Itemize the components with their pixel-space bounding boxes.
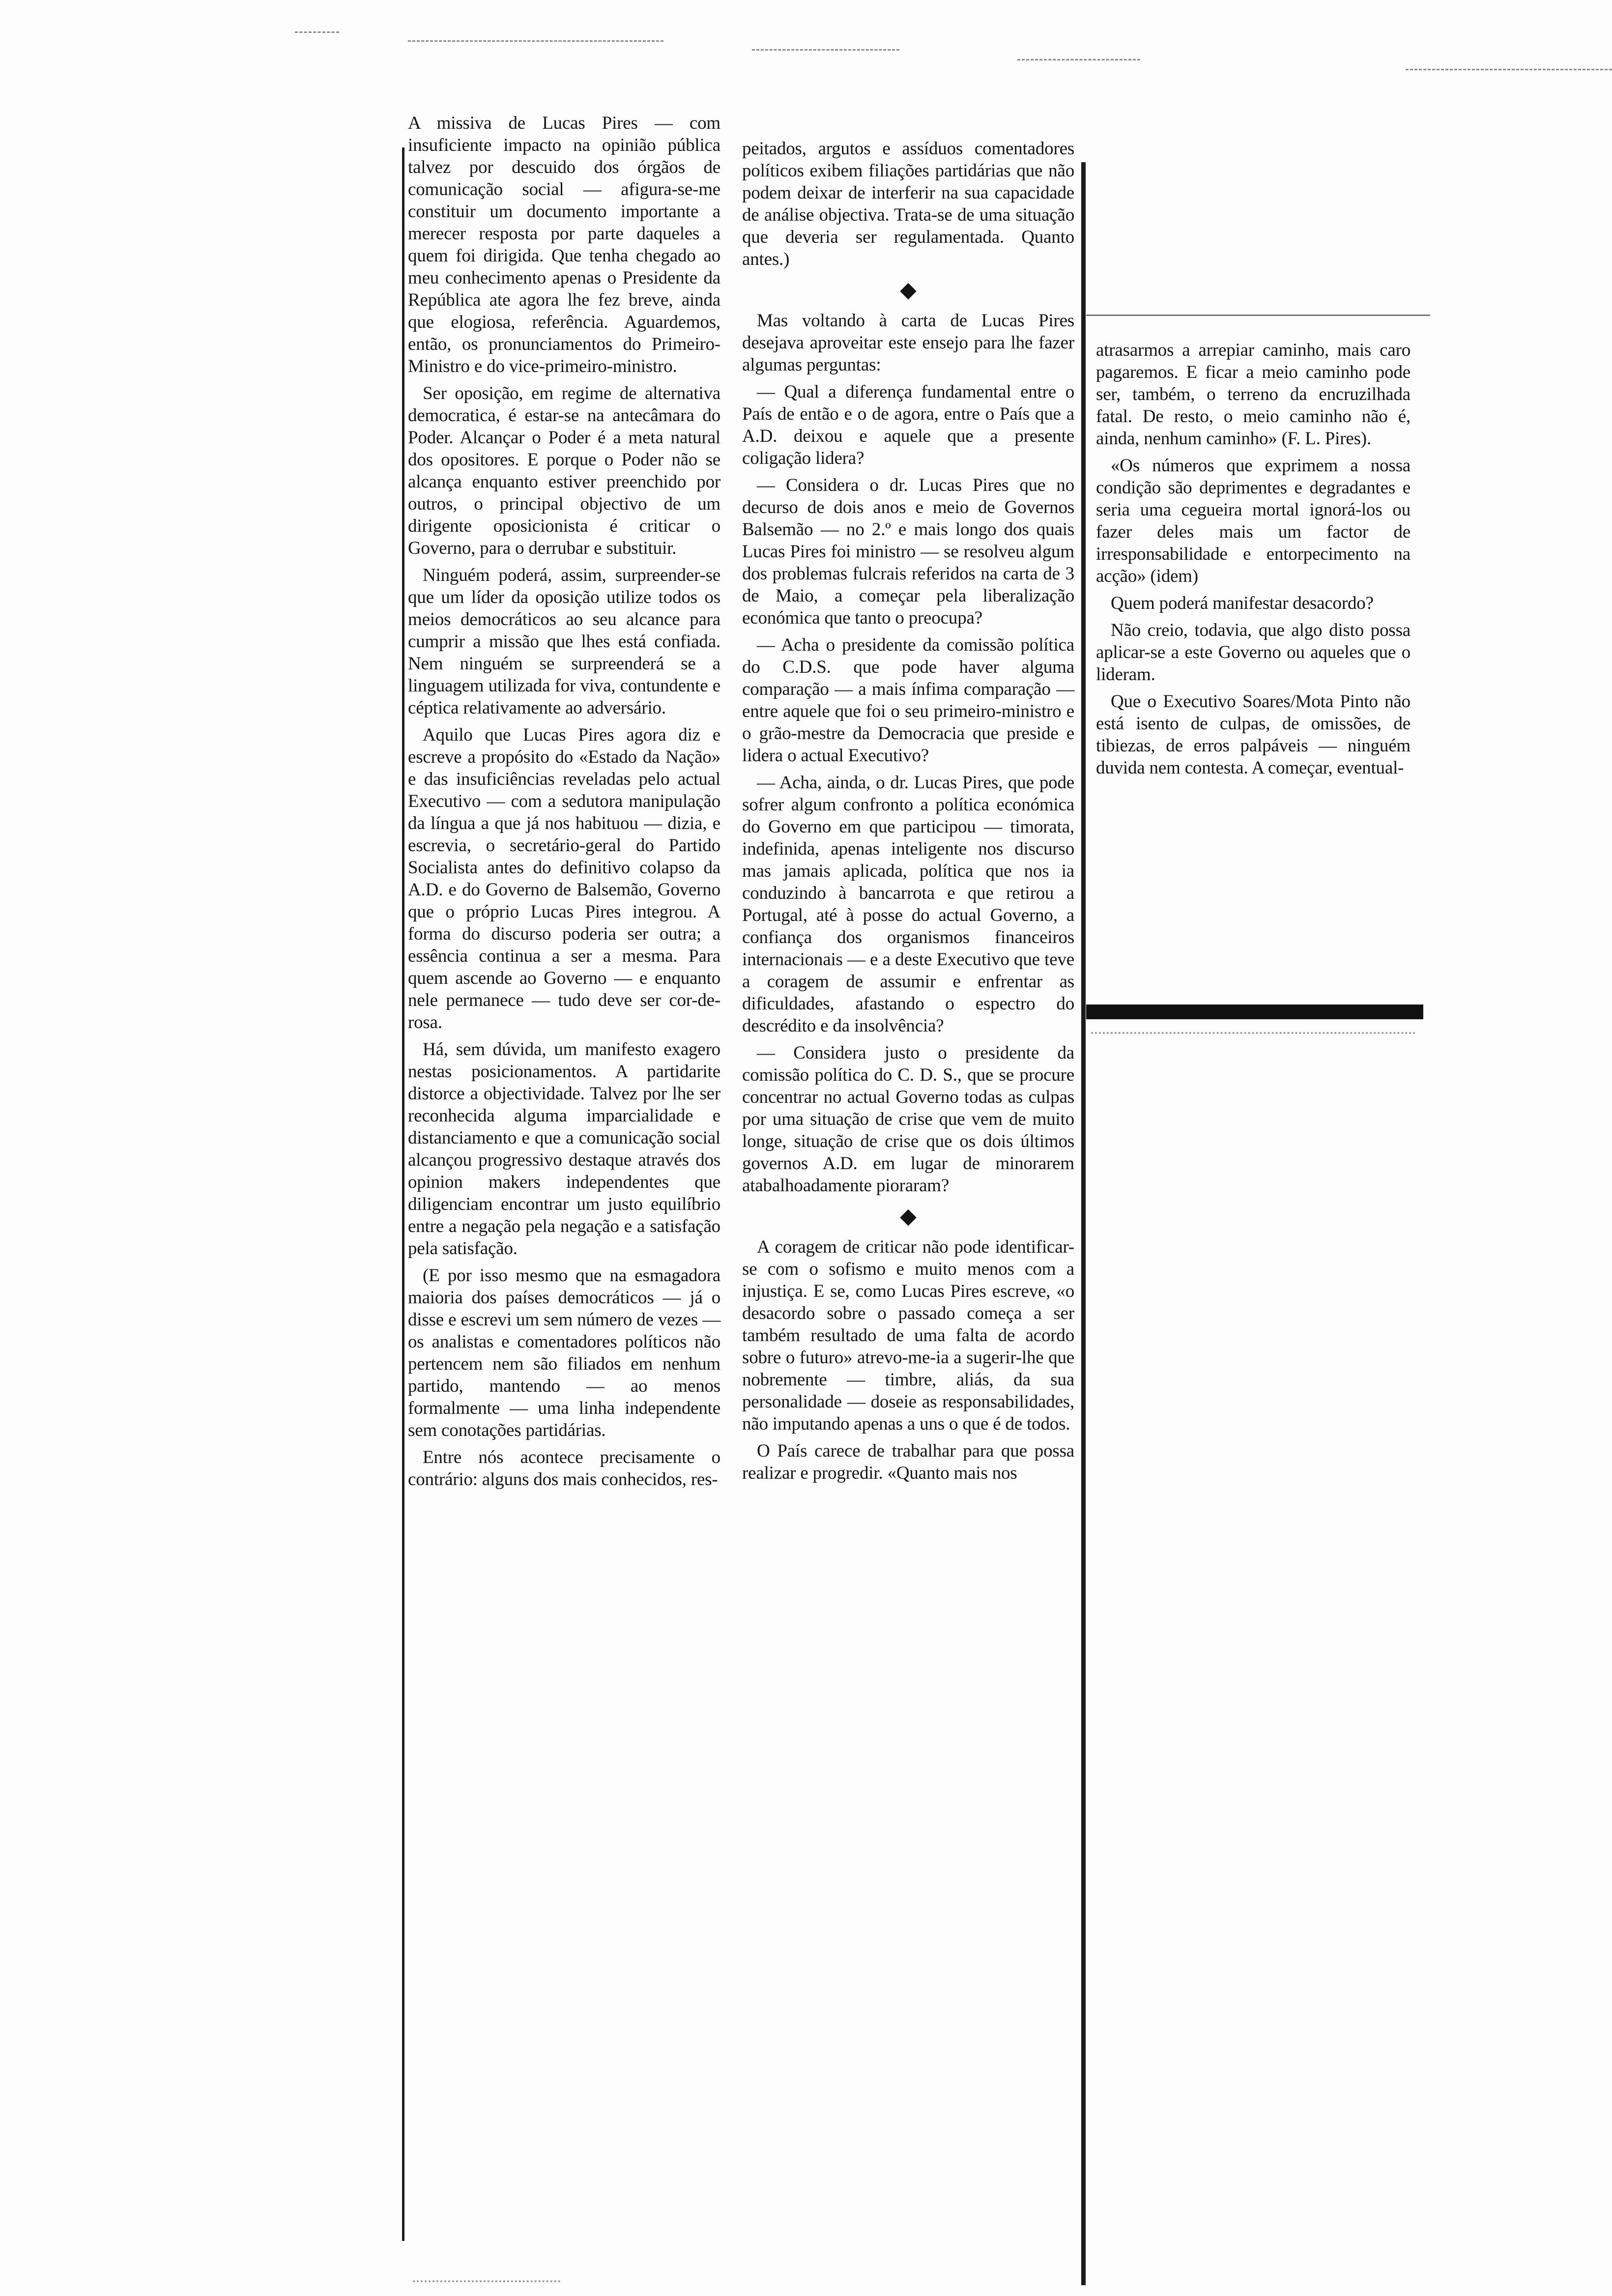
article-column-1 [408, 112, 720, 1495]
top-scan-rule [408, 40, 663, 42]
paragraph: atrasarmos a arrepiar caminho, mais caro pagaremos. E ficar a meio caminho pode ser, também, o terreno da encruzilhada fatal. De resto, o meio caminho não é, ainda, nenhum caminho» (F. L. Pires). [1096, 340, 1410, 449]
scan-noise [1091, 1032, 1415, 1034]
paragraph: Que o Executivo Soares/Mota Pinto não está isento de culpas, de omissões, de tibiezas, de erros palpáveis — ninguém duvida nem contesta. A começar, eventual- [1096, 691, 1410, 778]
top-scan-rule [1017, 59, 1140, 60]
article-column-2 [742, 138, 1074, 1489]
paragraph: O País carece de trabalhar para que possa realizar e progredir. «Quanto mais nos [742, 1441, 1074, 1483]
paragraph: A coragem de criticar não pode identificar-se com o sofismo e muito menos com a injustiça. E se, como Lucas Pires escreve, «o desacordo sobre o passado começa a ser também resultado de uma falta de acordo sobre o futuro» atrevo-me-ia a sugerir-lhe que nobremente — timbre, aliás, da sua personalidade — doseie as responsabilidades, não imputando apenas a uns o que é de todos. [742, 1237, 1074, 1434]
paragraph: — Considera justo o presidente da comissão política do C. D. S., que se procure concentrar no actual Governo todas as culpas por uma situação de crise que vem de muito longe, situação de crise que os dois últimos governos A.D. em lugar de minorarem atabalhoadamente pioraram? [742, 1043, 1074, 1196]
paragraph: — Qual a diferença fundamental entre o País de então e o de agora, entre o País que a A.D. deixou e aquele que a presente coligação lidera? [742, 382, 1074, 468]
diamond-separator: ◆ [900, 1204, 917, 1228]
paragraph: peitados, argutos e assíduos comentadores políticos exibem filiações partidárias que não podem deixar de interferir na sua capacidade de análise objectiva. Trata-se de uma situação que deveria ser regulamentada. Quanto antes.) [742, 139, 1074, 269]
paragraph: — Considera o dr. Lucas Pires que no decurso de dois anos e meio de Governos Balsemão — no 2.º e mais longo dos quais Lucas Pires foi ministro — se resolveu algum dos problemas fulcrais referidos na carta de 3 de Maio, a começar pela liberalização económica que tanto o preocupa? [742, 475, 1074, 628]
article-column-3 [1096, 339, 1410, 784]
diamond-separator: ◆ [900, 278, 917, 302]
paragraph: Não creio, todavia, que algo disto possa aplicar-se a este Governo ou aqueles que o lideram. [1096, 620, 1410, 685]
paragraph: — Acha, ainda, o dr. Lucas Pires, que pode sofrer algum confronto a política económica do Governo em que participou — timorata, indefinida, apenas inteligente nos discurso mas jamais aplicada, política que nos ia conduzindo à bancarrota e que retirou a Portugal, até à posse do actual Governo, a confiança dos organismos financeiros internacionais — e a deste Executivo que teve a coragem de assumir e enfrentar as dificuldades, afastando o espectro do descrédito e da insolvência? [742, 773, 1074, 1036]
paragraph: Ser oposição, em regime de alternativa democratica, é estar-se na antecâmara do Poder. Alcançar o Poder é a meta natural dos opositores. E porque o Poder não se alcança enquanto estiver preenchido por outros, o principal objectivo de um dirigente oposicionista é criticar o Governo, para o derrubar e substituir. [408, 383, 720, 558]
paragraph: Entre nós acontece precisamente o contrário: alguns dos mais conhecidos, res- [408, 1447, 720, 1490]
scan-noise [413, 2280, 560, 2282]
top-scan-rule [295, 31, 339, 33]
clipping-edge-top-right [1086, 315, 1430, 316]
paragraph: Há, sem dúvida, um manifesto exagero nestas posicionamentos. A partidarite distorce a objectividade. Talvez por lhe ser reconhecida alguma imparcialidade e distanciamento e que a comunicação social alcançou progressivo destaque através dos opinion makers independentes que diligenciam encontrar um justo equilíbrio entre a negação pela negação e a satisfação pela satisfação. [408, 1039, 720, 1259]
top-scan-rule [752, 49, 899, 51]
paragraph: A missiva de Lucas Pires — com insuficiente impacto na opinião pública talvez por descuido dos órgãos de comunicação social — afigura-se-me constituir um documento importante a merecer resposta por parte daqueles a quem foi dirigida. Que tenha chegado ao meu conhecimento apenas o Presidente da República ate agora lhe fez breve, ainda que elogiosa, referência. Aguardemos, então, os pronunciamentos do Primeiro-Ministro e do vice-primeiro-ministro. [408, 113, 720, 376]
paragraph: «Os números que exprimem a nossa condição são deprimentes e degradantes e seria uma cegueira mortal ignorá-los ou fazer deles mais um factor de irresponsabilidade e entorpecimento na acção» (idem) [1096, 456, 1410, 586]
clipping-edge-bottom-right [1086, 1004, 1423, 1019]
paragraph: Aquilo que Lucas Pires agora diz e escreve a propósito do «Estado da Nação» e das insuficiências reveladas pelo actual Executivo — com a sedutora manipulação da língua a que já nos habituou — dizia, e escrevia, o secretário-geral do Partido Socialista antes do definitivo colapso da A.D. e do Governo de Balsemão, Governo que o próprio Lucas Pires integrou. A forma do discurso poderia ser outra; a essência continua a ser a mesma. Para quem ascende ao Governo — e enquanto nele permanece — tudo deve ser cor-de-rosa. [408, 725, 720, 1033]
top-scan-rule [1406, 69, 1612, 70]
clipping-edge-left [402, 147, 404, 2241]
paragraph: Quem poderá manifestar desacordo? [1111, 593, 1374, 613]
paragraph: Ninguém poderá, assim, surpreender-se que um líder da oposição utilize todos os meios democráticos ao seu alcance para cumprir a missão que lhes está confiada. Nem ninguém se surpreenderá se a linguagem utilizada for viva, contundente e céptica relativamente ao adversário. [408, 565, 720, 718]
clipping-edge-middle [1081, 162, 1086, 2285]
paragraph: Mas voltando à carta de Lucas Pires desejava aproveitar este ensejo para lhe fazer algumas perguntas: [742, 311, 1074, 375]
paragraph: (E por isso mesmo que na esmagadora maioria dos países democráticos — já o disse e escrevi um sem número de vezes — os analistas e comentadores políticos não pertencem nem são filiados em nenhum partido, mantendo — ao menos formalmente — uma linha independente sem conotações partidárias. [408, 1265, 720, 1440]
paragraph: — Acha o presidente da comissão política do C.D.S. que pode haver alguma comparação — a mais ínfima comparação — entre aquele que foi o seu primeiro-ministro e o grão-mestre da Democracia que preside e lidera o actual Executivo? [742, 635, 1074, 766]
